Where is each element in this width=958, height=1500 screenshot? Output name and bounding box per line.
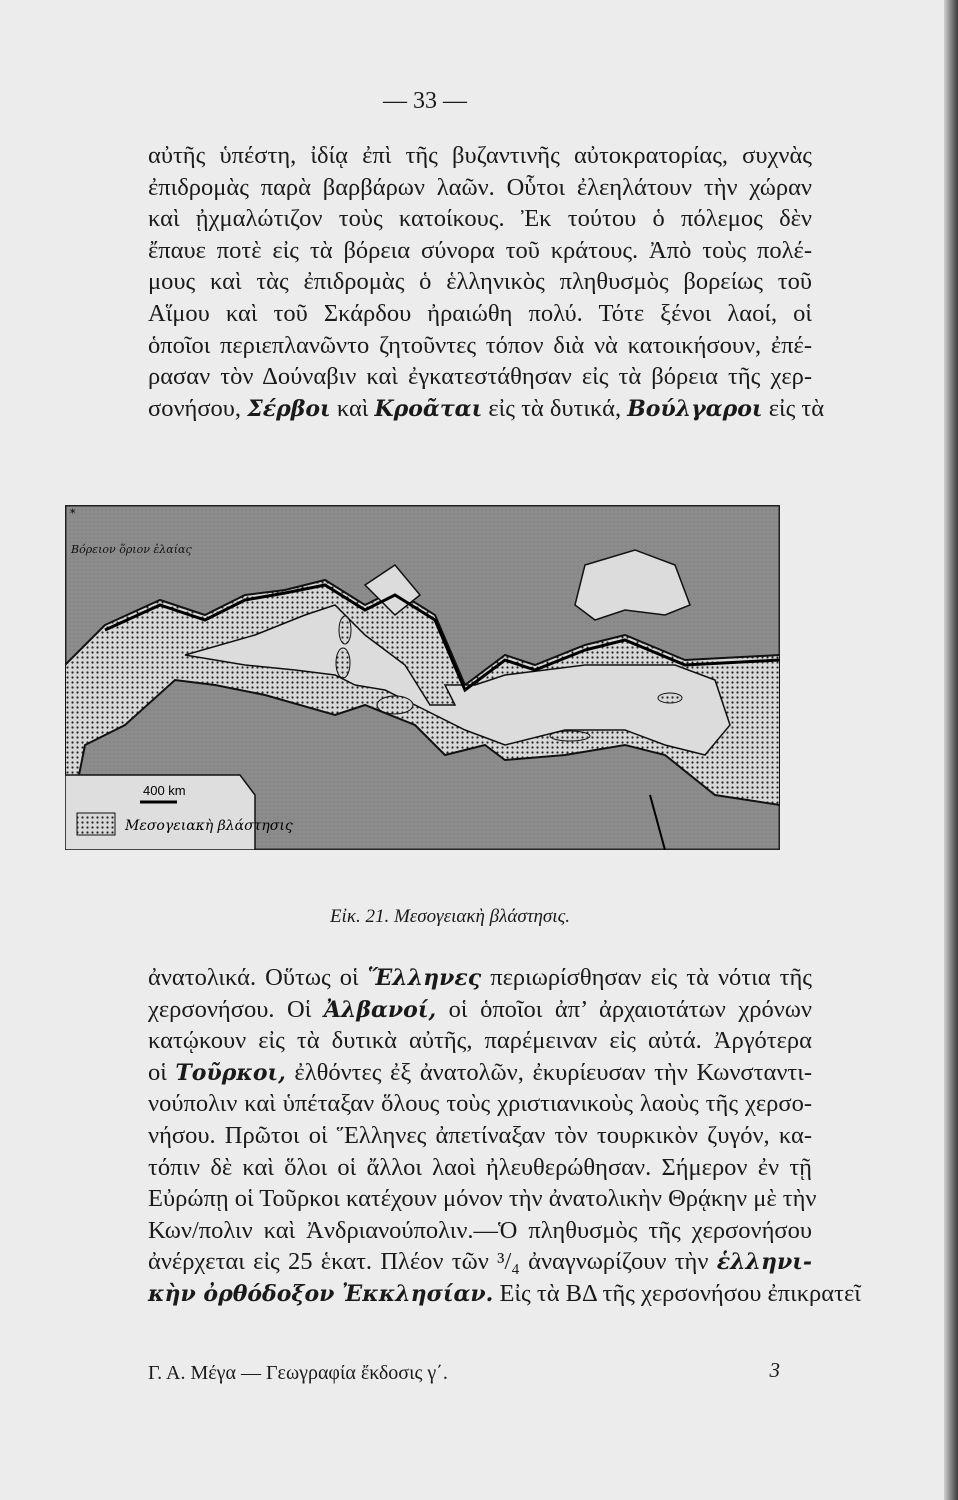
text-line [148,1025,812,1057]
text-line [148,1183,817,1215]
text-line [148,266,812,298]
text-line [148,962,812,994]
text-line [148,994,812,1026]
text-line [148,361,812,393]
text-line [148,172,812,204]
bold-term: Βούλγαροι [627,395,763,422]
text-segment: ἔπαυε ποτὲ εἰς τὰ βόρεια σύνορα τοῦ κράτους. Ἀπὸ τοὺς πολέ- [148,236,812,264]
signature-mark: 3 [769,1358,780,1382]
text-line [148,1152,812,1184]
text-segment: Εὐρώπῃ οἱ Τοῦρκοι κατέχουν μόνον τὴν ἀνατολικὴν Θρᾴκην μὲ τὴν [148,1185,817,1213]
text-line [148,330,812,362]
bold-term: Σέρβοι [247,395,331,422]
paragraph-1 [148,140,825,424]
text-segment: νήσου. Πρῶτοι οἱ Ἕλληνες ἀπετίναξαν τὸν τουρκικὸν ζυγόν, κα- [148,1121,812,1149]
island-corsica [339,616,351,644]
island-sardinia [336,648,350,678]
text-segment: ρασαν τὸν Δούναβιν καὶ ἐγκατεστάθησαν εἰς τὰ βόρεια τῆς χερ- [148,363,812,391]
text-segment: κατῴκουν εἰς τὰ δυτικὰ αὐτῆς, παρέμειναν εἰς αὐτά. Ἀργότερα [148,1027,812,1055]
text-line [148,1120,812,1152]
text-segment: ἐλθόντες ἐξ ἀνατολῶν, ἐκυρίευσαν τὴν Κωνσταντι- [285,1058,812,1086]
bold-term: Ἕλληνες [367,965,482,991]
figure-map-mediterranean-vegetation [65,505,780,850]
text-line [148,1088,812,1120]
figure-caption: Εἰκ. 21. Μεσογειακὴ βλάστησις. [329,906,571,927]
text-segment: Αἵμου καὶ τοῦ Σκάρδου ἠραιώθη πολύ. Τότε ξένοι λαοί, οἱ [148,299,812,327]
text-segment: καὶ ᾐχμαλώτιζον τοὺς κατοίκους. Ἐκ τούτου ὁ πόλεμος δὲν [148,205,812,233]
text-segment: σονήσου, [148,394,248,422]
page-edge-shadow [944,0,958,1500]
text-segment: καὶ [330,394,375,422]
bold-term: ἑλληνι- [716,1249,812,1276]
text-line [148,140,812,172]
legend-swatch-dotted [77,813,115,835]
footer-author-title: Γ. Α. Μέγα — Γεωγραφία ἔκδοσις γ΄. [148,1362,448,1384]
text-segment: χερσονήσου. Οἱ [148,995,324,1023]
text-line [148,298,812,330]
map-svg [65,505,780,850]
legend-label: Μεσογειακὴ βλάστησις [125,818,293,834]
olive-limit-label: Βόρειον ὅριον ἐλαίας [71,543,192,556]
text-line [148,203,812,235]
bold-term: Τοῦρκοι, [175,1059,286,1086]
island-cyprus [658,693,682,703]
text-line [148,1246,812,1278]
page-number: — 33 — [383,88,467,114]
bold-term: Ἀλβανοί, [323,996,437,1023]
scale-label: 400 km [143,783,186,798]
text-line [148,1278,861,1310]
bold-term: Κροᾶται [374,395,483,422]
text-segment: περιωρίσθησαν εἰς τὰ νότια τῆς [481,964,812,991]
text-segment: νούπολιν καὶ ὑπέταξαν ὅλους τοὺς χριστιανικοὺς λαοὺς τῆς χερσο- [148,1090,812,1118]
text-segment: εἰς τὰ δυτικά, [482,394,628,422]
island-sicily [377,696,413,714]
text-segment: αὐτῆς ὑπέστη, ἰδίᾳ ἐπὶ τῆς βυζαντινῆς αὐτοκρατορίας, συχνὰς [148,142,812,169]
text-segment: ἀνέρχεται εἰς 25 ἑκατ. Πλέον τῶν ³/₄ ἀναγνωρίζουν τὴν [148,1248,717,1276]
paragraph-2 [148,962,861,1310]
text-line [148,235,812,267]
text-segment: Εἰς τὰ ΒΔ τῆς χερσονήσου ἐπικρατεῖ [493,1279,861,1307]
text-segment: οἱ [148,1058,176,1086]
text-segment: τόπιν δὲ καὶ ὅλοι οἱ ἄλλοι λαοὶ ἠλευθερώθησαν. Σήμερον ἐν τῇ [148,1153,812,1181]
text-line [148,393,825,425]
text-segment: εἰς τὰ [762,394,825,422]
text-segment: μους καὶ τὰς ἐπιδρομὰς ὁ ἑλληνικὸς πληθυσμὸς βορείως τοῦ [148,268,812,296]
text-line [148,1057,812,1089]
text-segment: Κων/πολιν καὶ Ἀνδριανούπολιν.—Ὁ πληθυσμὸς τῆς χερσονήσου [148,1216,812,1244]
text-segment: ἐπιδρομὰς παρὰ βαρβάρων λαῶν. Οὗτοι ἐλεηλάτουν τὴν χώραν [148,173,812,201]
corner-mark: * [70,507,76,520]
island-crete [550,731,590,741]
page-footer [148,1358,812,1385]
text-segment: ἀνατολικά. Οὕτως οἱ [148,964,368,991]
bold-term: κὴν ὀρθόδοξον Ἐκκλησίαν. [148,1280,494,1307]
text-line [148,1215,812,1247]
text-segment: ὁποῖοι περιεπλανῶντο ζητοῦντες τόπον διὰ νὰ κατοικήσουν, ἐπέ- [148,331,812,359]
text-segment: οἱ ὁποῖοι ἀπ’ ἀρχαιοτάτων χρόνων [436,995,812,1023]
